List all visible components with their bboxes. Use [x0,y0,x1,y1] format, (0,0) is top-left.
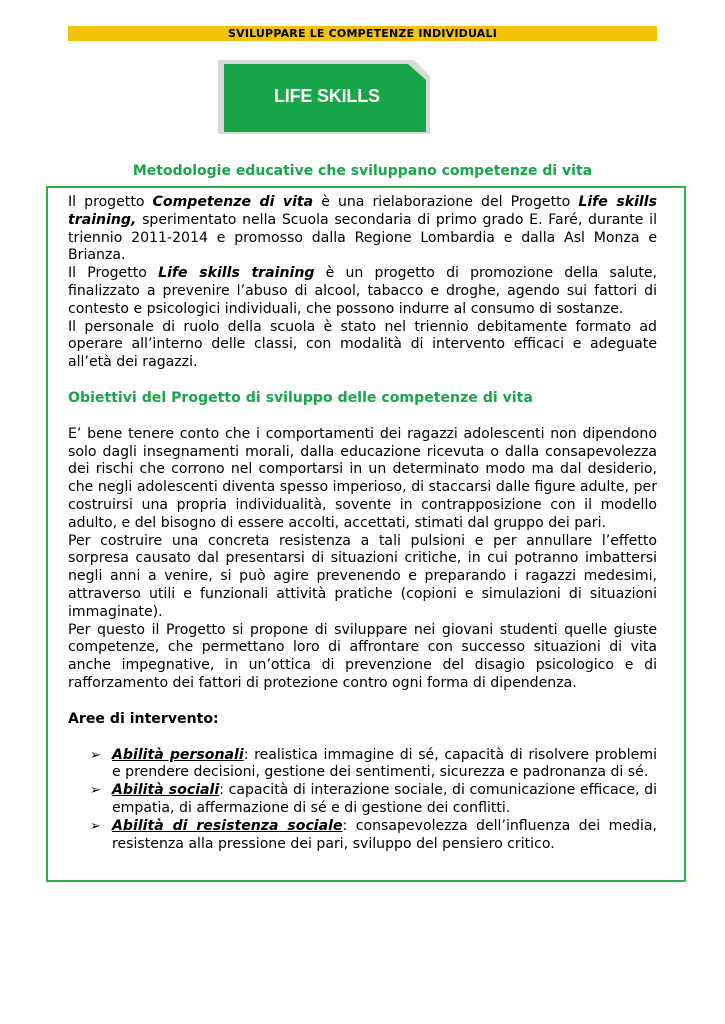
area-title: Abilità personali [112,746,244,763]
area-text: : consapevolezza dell’influenza dei media, resistenza alla pressione dei pari, sviluppo del pensiero critico. [112,817,657,852]
intro-paragraph-3: Il personale di ruolo della scuola è stato nel triennio debitamente formato ad operare all’interno delle classi, con modalità di intervento efficaci e adeguate all’età dei ragazzi. [68,318,657,371]
list-item [68,782,657,818]
header-banner [68,26,657,41]
list-item [68,818,657,854]
objectives-paragraph-2: Per costruire una concreta resistenza a tali pulsioni e per annullare l’effetto sorpresa causato dal presentarsi di situazioni critiche, in cui potranno imbattersi negli anni a venire, si può agire prevenendo e preparando i ragazzi medesimi, attraverso utili e funzionali attività pratiche (copioni e simulazioni di situazioni immaginate). [68,532,657,620]
area-title: Abilità sociali [112,782,220,799]
life-skills-badge [218,60,430,138]
list-item [68,747,657,783]
content-body [68,194,657,853]
page-subtitle: Metodologie educative che sviluppano competenze di vita [132,163,593,179]
badge-label: LIFE SKILLS [274,86,380,106]
areas-list [68,747,657,854]
intro-paragraph-2: Il Progetto Life skills training è un progetto di promozione della salute, finalizzato a prevenire l’abuso di alcool, tabacco e droghe, agendo sui fattori di contesto e psicologici individuali, che possono indurre al consumo di sostanze. [68,265,657,317]
arrow-bullet-icon: ➢ [90,783,101,799]
area-text: : realistica immagine di sé, capacità di risolvere problemi e prendere decisioni, gestione dei sentimenti, sicurezza e padronanza di sé. [112,746,657,781]
area-title: Abilità di resistenza sociale [112,817,343,834]
arrow-bullet-icon: ➢ [90,818,101,834]
objectives-paragraph-1: E’ bene tenere conto che i comportamenti dei ragazzi adolescenti non dipendono solo dagli insegnamenti morali, dalla educazione ricevuta o dalla consapevolezza dei rischi che corrono nel comportarsi in un determinato modo ma dal desiderio, che negli adolescenti diventa spesso imperioso, di staccarsi dalle figure adulte, per costruirsi una propria individualità, sovente in contrapposizione con il modello adulto, e del bisogno di essere accolti, accettati, stimati dal gruppo dei pari. [68,425,657,531]
arrow-bullet-icon: ➢ [90,747,101,763]
header-title: SVILUPPARE LE COMPETENZE INDIVIDUALI [227,27,498,40]
objectives-paragraph-3: Per questo il Progetto si propone di sviluppare nei giovani studenti quelle giuste competenze, che permettano loro di affrontare con successo situazioni di vita anche impegnative, in un’ottica di prevenzione del disagio psicologico e di rafforzamento dei fattori di protezione contro ogni forma di dipendenza. [68,621,657,691]
intro-paragraph-1: Il progetto Competenze di vita è una rielaborazione del Progetto Life skills training, sperimentato nella Scuola secondaria di primo grado E. Faré, durante il triennio 2011-2014 e promosso dalla Regione Lombardia e dalla Asl Monza e Brianza. [68,194,657,264]
areas-heading: Aree di intervento: [68,710,219,727]
objectives-heading: Obiettivi del Progetto di sviluppo delle competenze di vita [68,389,533,406]
area-text: : capacità di interazione sociale, di comunicazione efficace, di empatia, di affermazione di sé e di gestione dei conflitti. [112,782,657,816]
